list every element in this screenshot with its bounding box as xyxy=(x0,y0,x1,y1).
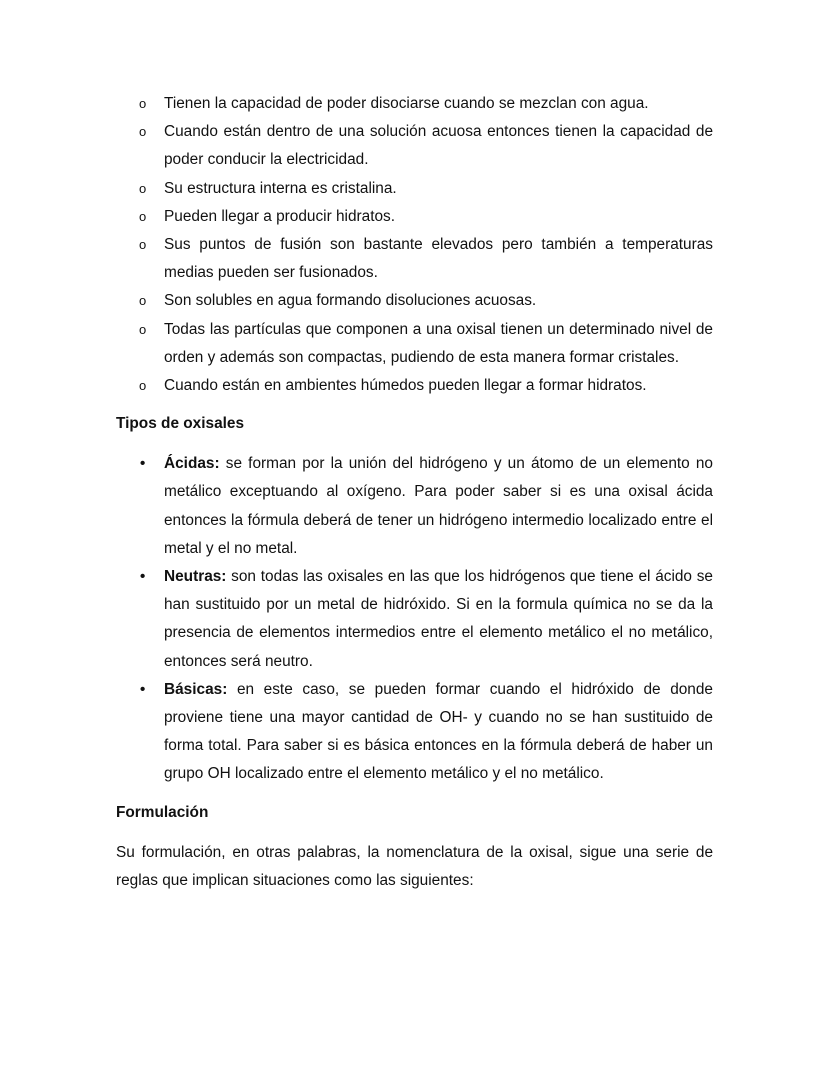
circle-bullet-icon: o xyxy=(139,321,147,337)
list-item xyxy=(116,231,713,287)
list-item-neutras xyxy=(116,563,713,676)
bullet-dot-icon: • xyxy=(140,568,146,586)
circle-bullet-icon: o xyxy=(139,293,147,309)
document-content xyxy=(116,90,713,895)
circle-bullet-icon: o xyxy=(139,180,147,196)
properties-list xyxy=(116,90,713,400)
circle-bullet-icon: o xyxy=(139,208,147,224)
term-label: Ácidas: xyxy=(164,455,220,473)
bullet-dot-icon: • xyxy=(140,455,146,473)
list-item-text: Cuando están dentro de una solución acuosa entonces tienen la capacidad de poder conducir la electricidad. xyxy=(164,123,713,169)
list-item-text: Su estructura interna es cristalina. xyxy=(164,179,397,197)
term-description: en este caso, se pueden formar cuando el hidróxido de donde proviene tiene una mayor cantidad de OH- y cuando no se han sustituido de forma total. Para saber si es básica entonces en la fórmula deberá de haber un grupo OH localizado entre el elemento metálico y el no metálico. xyxy=(164,680,713,783)
list-item xyxy=(116,316,713,372)
formulation-paragraph: Su formulación, en otras palabras, la nomenclatura de la oxisal, sigue una serie de reglas que implican situaciones como las siguientes: xyxy=(116,843,713,889)
term-label: Neutras: xyxy=(164,568,227,586)
list-item xyxy=(116,372,713,400)
list-item xyxy=(116,203,713,231)
list-item xyxy=(116,175,713,203)
term-description: se forman por la unión del hidrógeno y un átomo de un elemento no metálico exceptuando al oxígeno. Para poder saber si es una oxisal ácida entonces la fórmula deberá de tener un hidrógeno intermedio localizado entre el metal y el no metal. xyxy=(164,455,713,557)
circle-bullet-icon: o xyxy=(139,237,147,253)
list-item-text: Pueden llegar a producir hidratos. xyxy=(164,207,396,225)
term-description: son todas las oxisales en las que los hidrógenos que tiene el ácido se han sustituido por un metal de hidróxido. Si en la formula química no se da la presencia de elementos intermedios entre el elemento metálico el no metálico, entonces será neutro. xyxy=(164,568,713,670)
list-item xyxy=(116,287,713,315)
circle-bullet-icon: o xyxy=(139,124,147,140)
section-heading-tipos: Tipos de oxisales xyxy=(116,415,245,433)
list-item xyxy=(116,118,713,174)
list-item xyxy=(116,90,713,118)
types-list xyxy=(116,450,713,788)
list-item-text: Sus puntos de fusión son bastante elevados pero también a temperaturas medias pueden ser fusionados. xyxy=(164,236,713,282)
list-item-acidas xyxy=(116,450,713,563)
list-item-text: Tienen la capacidad de poder disociarse cuando se mezclan con agua. xyxy=(164,95,649,112)
list-item-text: Son solubles en agua formando disoluciones acuosas. xyxy=(164,292,537,310)
section-heading-formulacion: Formulación xyxy=(116,803,209,821)
term-label: Básicas: xyxy=(164,680,228,698)
list-item-text: Cuando están en ambientes húmedos pueden llegar a formar hidratos. xyxy=(164,377,647,395)
list-item-basicas xyxy=(116,676,713,789)
circle-bullet-icon: o xyxy=(139,378,147,394)
bullet-dot-icon: • xyxy=(140,680,146,698)
list-item-text: Todas las partículas que componen a una oxisal tienen un determinado nivel de orden y además son compactas, pudiendo de esta manera formar cristales. xyxy=(164,320,713,366)
circle-bullet-icon: o xyxy=(139,96,147,111)
